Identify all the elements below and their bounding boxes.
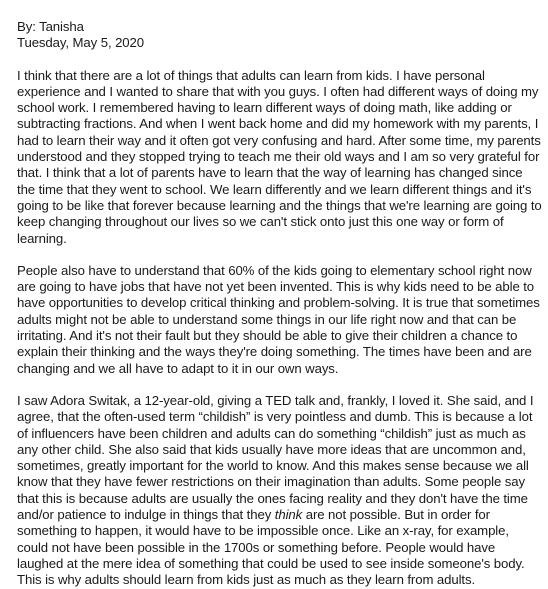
paragraph-3-text-b: are not possible. But in order for something to happen, it would have to be impossible once. Like an x-ray, for example, could not have been possible in the 1700s or something before. People would have laughed at the mere idea of something that could be used to see inside someone's body. This is why adults should learn from kids just as much as they learn from adults.	[17, 507, 525, 588]
date-line: Tuesday, May 5, 2020	[17, 35, 145, 51]
paragraph-2: People also have to understand that 60% of the kids going to elementary school right now are going to have jobs that have not yet been invented. This is why kids need to be able to have opportunities to develop critical thinking and problem-solving. It is true that sometimes adults might not be able to understand some things in our life right now and that can be irritating. And it's not their fault but they should be able to give their children a chance to explain their thinking and the ways they're doing something. The times have been and are changing and we all have to adapt to it in our own ways.	[17, 262, 540, 376]
paragraph-3-emphasis: think	[274, 507, 303, 523]
paragraph-1: I think that there are a lot of things that adults can learn from kids. I have personal experience and I wanted to share that with you guys. I often had different ways of doing my school work. I remembered having to learn different ways of doing math, like adding or subtracting fractions. And when I went back home and did my homework with my parents, I had to learn their way and it often got very confusing and hard. After some time, my parents understood and they stopped trying to teach me their old ways and I am so very grateful for that. I think that a lot of parents have to learn that the way of learning has changed since the time that they went to school. We learn differently and we learn different things and it's going to be like that forever because learning and the things that we're learning are going to keep changing throughout our lives so we can't stick onto just this one way or form of learning.	[17, 67, 542, 246]
paragraph-3	[17, 393, 543, 589]
author-line: By: Tanisha	[17, 19, 84, 34]
article	[17, 19, 543, 589]
byline	[17, 19, 543, 52]
paragraph-3-text-a: I saw Adora Switak, a 12-year-old, giving a TED talk and, frankly, I loved it. She said, and I agree, that the often-used term “childish” is very pointless and dumb. This is because a lot of influencers have been children and adults can do something “childish” just as much as any other child. She also said that kids usually have more ideas that are uncommon and, sometimes, greatly important for the world to know. And this makes sense because we all know that they have fewer restrictions on their imagination than adults. Some people say that this is because adults are usually the ones facing reality and they don't have the time and/or patience to indulge in things that they	[17, 392, 534, 523]
